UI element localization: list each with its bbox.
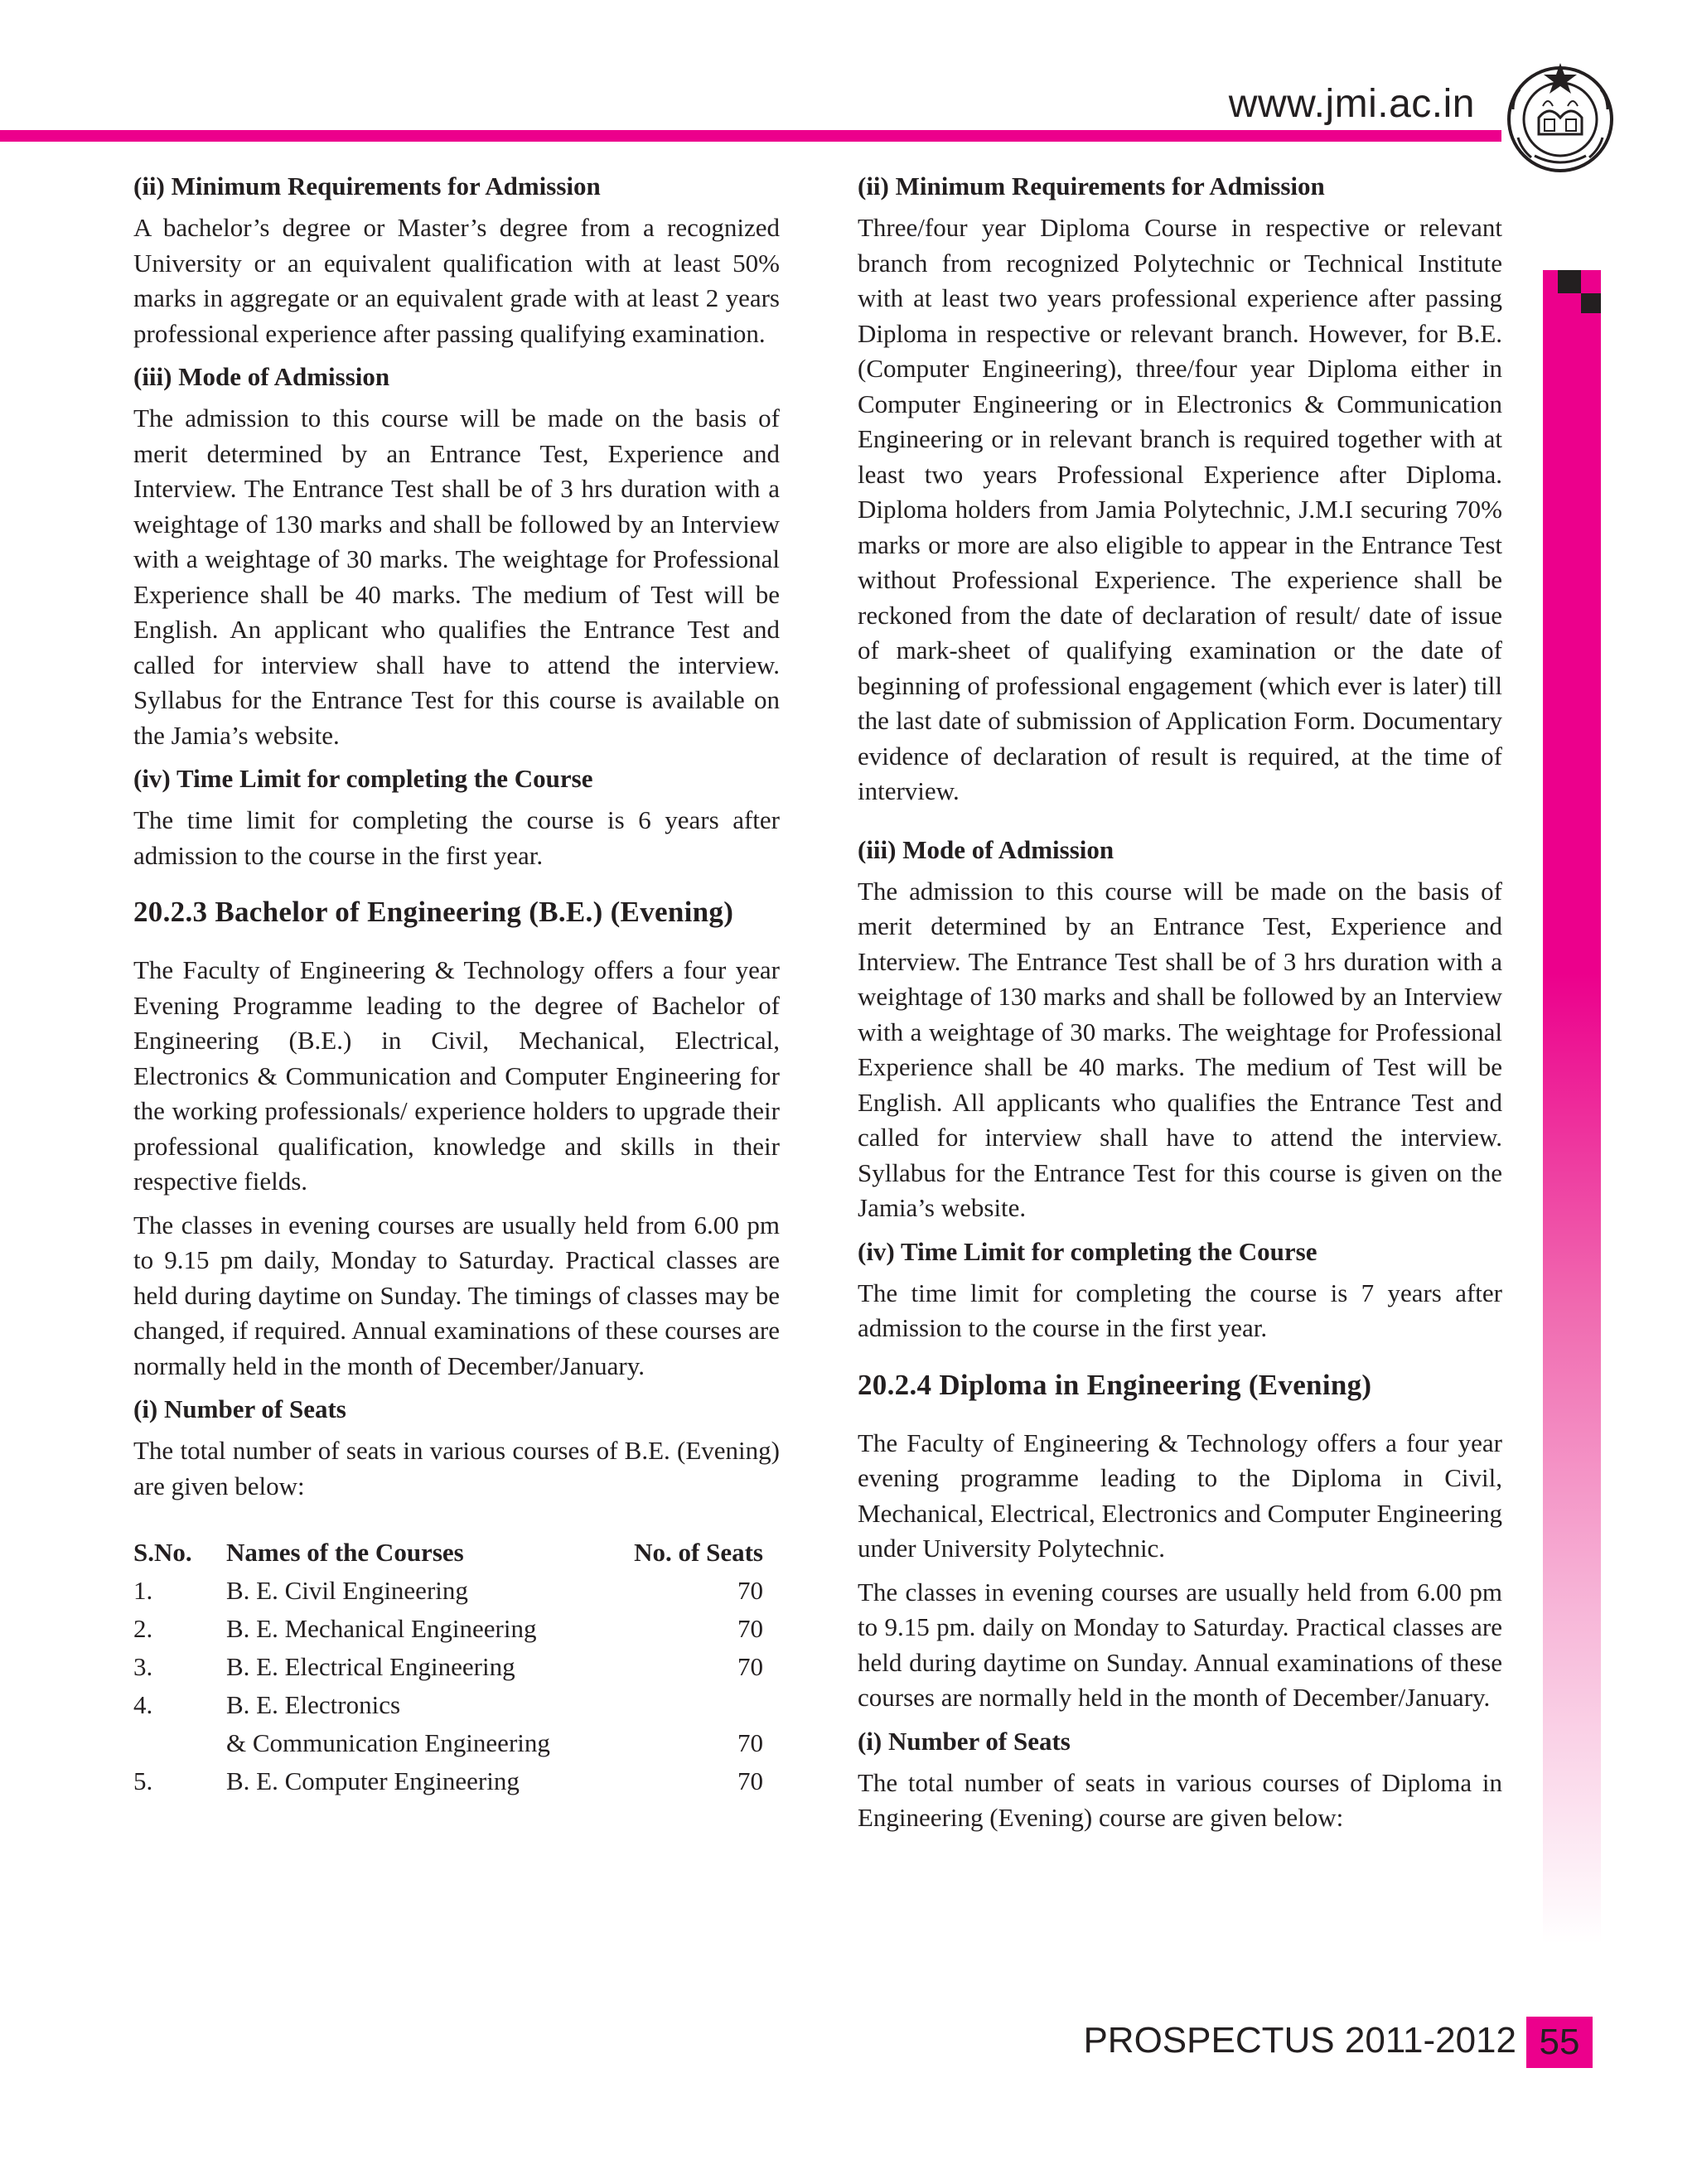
table-row xyxy=(133,1610,763,1648)
cell-sno: 5. xyxy=(133,1766,153,1795)
table-header-row xyxy=(133,1534,763,1572)
paragraph-time-limit: The time limit for completing the course is 7 years after admission to the course in the first year. xyxy=(858,1278,1502,1342)
paragraph-mode-of-admission: The admission to this course will be made on the basis of merit determined by an Entrance Test, Experience and Interview. The Entrance Test shall be of 3 hrs duration with a weightage of 130 marks and shall be followed by an Interview with a weightage of 30 marks. The weightage for Professional Experience shall be 40 marks. The medium of Test will be English. An applicant who qualifies the Entrance Test and called for interview shall have to attend the interview. Syllabus for the Entrance Test for this course is available on the Jamia’s website. xyxy=(133,403,780,750)
cell-seats xyxy=(606,1686,763,1724)
paragraph-intro: The Faculty of Engineering & Technology offers a four year Evening Programme leading to the degree of Bachelor of Engineering (B.E.) in Civil, Mechanical, Electrical, Electronics & Communication and Computer Engineering for the working professionals/ experience holders to upgrade their professional qualification, knowledge and skills in their respective fields. xyxy=(133,955,780,1196)
paragraph-intro: The Faculty of Engineering & Technology offers a four year evening programme leading to the Diploma in Civil, Mechanical, Electrical, Electronics and Computer Engineering under University Polytechnic. xyxy=(858,1428,1502,1563)
left-column xyxy=(133,169,780,1800)
footer-title: PROSPECTUS 2011-2012 xyxy=(1083,2020,1516,2061)
seats-table xyxy=(133,1534,763,1800)
table-row xyxy=(133,1686,763,1724)
heading-min-requirements: (ii) Minimum Requirements for Admission xyxy=(858,172,1325,201)
heading-mode-of-admission: (iii) Mode of Admission xyxy=(133,362,390,391)
cell-seats: 70 xyxy=(737,1576,763,1605)
paragraph-mode-of-admission: The admission to this course will be made on the basis of merit determined by an Entrance Test, Experience and Interview. The Entrance Test shall be of 3 hrs duration with a weightage of 130 marks and shall be followed by an Interview with a weightage of 30 marks. The weightage for Professional Experience shall be 40 marks. The medium of Test will be English. All applicants who qualifies the Entrance Test and called for interview shall have to attend the interview. Syllabus for the Entrance Test for this course is given on the Jamia’s website. xyxy=(858,876,1502,1222)
table-row xyxy=(133,1572,763,1610)
corner-square xyxy=(1581,293,1601,313)
site-url: www.jmi.ac.in xyxy=(1228,82,1475,126)
table-row-continued xyxy=(133,1724,763,1762)
table-row xyxy=(133,1648,763,1686)
heading-number-of-seats: (i) Number of Seats xyxy=(858,1726,1071,1756)
page-number: 55 xyxy=(1526,2017,1593,2068)
column-header: Names of the Courses xyxy=(226,1538,464,1567)
right-column xyxy=(858,169,1502,1836)
paragraph-seats: The total number of seats in various courses of Diploma in Engineering (Evening) course are given below: xyxy=(858,1767,1502,1832)
cell-sno: 4. xyxy=(133,1690,153,1719)
section-title-diploma-evening: 20.2.4 Diploma in Engineering (Evening) xyxy=(858,1368,1372,1401)
heading-number-of-seats: (i) Number of Seats xyxy=(133,1394,346,1423)
jamia-emblem-icon xyxy=(1501,58,1619,176)
cell-sno: 2. xyxy=(133,1614,153,1643)
cell-sno: 1. xyxy=(133,1576,153,1605)
side-accent-bar xyxy=(1543,270,1601,1944)
paragraph-time-limit: The time limit for completing the course is 6 years after admission to the course in the first year. xyxy=(133,805,780,870)
paragraph-seats: The total number of seats in various courses of B.E. (Evening) are given below: xyxy=(133,1436,780,1500)
paragraph-min-requirements: A bachelor’s degree or Master’s degree from a recognized University or an equivalent qualification with at least 50% marks in aggregate or an equivalent grade with at least 2 years professional experience after passing qualifying examination. xyxy=(133,213,780,348)
cell-course: B. E. Mechanical Engineering xyxy=(226,1614,537,1643)
cell-seats: 70 xyxy=(737,1614,763,1643)
column-header: No. of Seats xyxy=(634,1538,763,1567)
table-row xyxy=(133,1762,763,1800)
cell-course: B. E. Civil Engineering xyxy=(226,1576,468,1605)
paragraph-classes: The classes in evening courses are usually held from 6.00 pm to 9.15 pm daily, Monday to Saturday. Practical classes are held during daytime on Sunday. The timings of classes may be changed, if required. Annual examinations of these courses are normally held in the month of December/January. xyxy=(133,1210,780,1380)
cell-course: & Communication Engineering xyxy=(226,1728,550,1757)
cell-sno xyxy=(133,1724,226,1762)
cell-seats: 70 xyxy=(737,1652,763,1681)
cell-seats: 70 xyxy=(737,1728,763,1757)
heading-mode-of-admission: (iii) Mode of Admission xyxy=(858,834,1114,864)
header-rule xyxy=(0,130,1501,142)
paragraph-min-requirements: Three/four year Diploma Course in respective or relevant branch from recognized Polytechnic or Technical Institute with at least two years professional experience after passing Diploma in respective or relevant branch. However, for B.E. (Computer Engineering), three/four year Diploma either in Computer Engineering or in Electronics & Communication Engineering or in relevant branch is required together with at least two years Professional Experience after Diploma. Diploma holders from Jamia Polytechnic, J.M.I securing 70% marks or more are also eligible to appear in the Entrance Test without Professional Experience. The experience shall be reckoned from the date of declaration of result/ date of issue of mark-sheet of qualifying examination or the date of beginning of professional engagement (which ever is later) till the last date of submission of Application Form. Documentary evidence of declaration of result is required, at the time of interview. xyxy=(858,213,1502,805)
cell-seats: 70 xyxy=(737,1766,763,1795)
cell-course: B. E. Electrical Engineering xyxy=(226,1652,515,1681)
cell-course: B. E. Electronics xyxy=(226,1690,401,1719)
corner-square xyxy=(1558,270,1581,293)
heading-time-limit: (iv) Time Limit for completing the Course xyxy=(858,1236,1317,1266)
section-title-be-evening: 20.2.3 Bachelor of Engineering (B.E.) (Evening) xyxy=(133,896,734,928)
cell-sno: 3. xyxy=(133,1652,153,1681)
column-header: S.No. xyxy=(133,1538,192,1567)
heading-min-requirements: (ii) Minimum Requirements for Admission xyxy=(133,172,601,201)
heading-time-limit: (iv) Time Limit for completing the Course xyxy=(133,764,593,793)
paragraph-classes: The classes in evening courses are usually held from 6.00 pm to 9.15 pm. daily on Monday to Saturday. Practical classes are held during daytime on Sunday. Annual examinations of these courses are normally held in the month of December/January. xyxy=(858,1577,1502,1712)
cell-course: B. E. Computer Engineering xyxy=(226,1766,520,1795)
